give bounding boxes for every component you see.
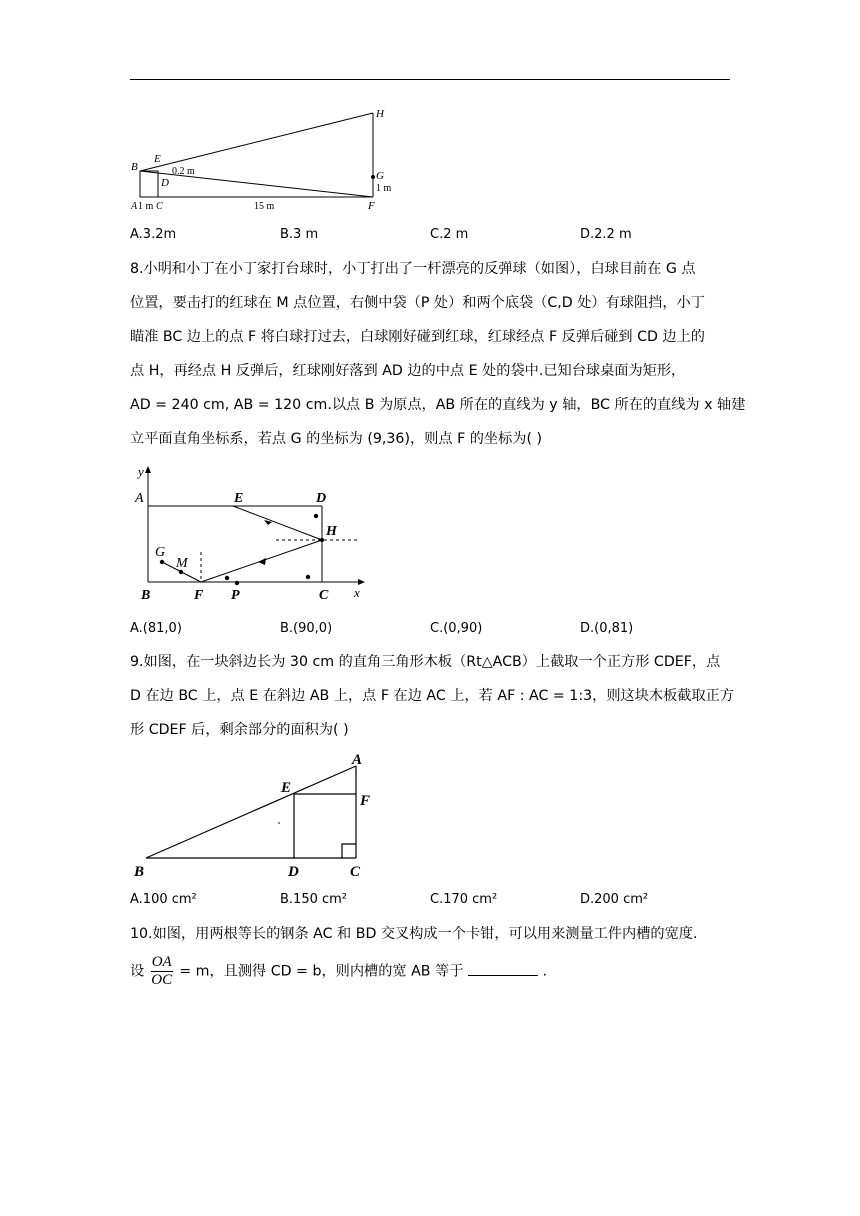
q8-label-H: H bbox=[326, 524, 337, 539]
q9-label-E: E bbox=[281, 780, 292, 796]
q9-option-c[interactable]: C.170 cm² bbox=[430, 892, 498, 907]
q8-option-c[interactable]: C.(0,90) bbox=[430, 621, 483, 636]
q10-line-1: 10.如图，用两根等长的钢条 AC 和 BD 交叉构成一个卡钳，可以用来测量工件内槽的宽度. bbox=[130, 926, 698, 942]
q8-option-a[interactable]: A.(81,0) bbox=[130, 621, 182, 636]
q8-figure bbox=[128, 462, 378, 604]
q9-label-F: F bbox=[360, 793, 371, 809]
q7-label-A: A bbox=[131, 201, 138, 212]
q8-label-C: C bbox=[319, 588, 329, 603]
q8-line-2: 位置，要击打的红球在 M 点位置，右侧中袋（P 处）和两个底袋（C,D 处）有球阻挡，小丁 bbox=[130, 295, 705, 311]
q10-line-2 bbox=[130, 954, 734, 989]
q8-line-6: 立平面直角坐标系，若点 G 的坐标为 (9,36)，则点 F 的坐标为( ) bbox=[130, 431, 543, 447]
q7-label-1m-left: 1 m bbox=[138, 201, 154, 212]
q8-label-M: M bbox=[176, 556, 188, 571]
q7-option-d[interactable]: D.2.2 m bbox=[580, 227, 632, 242]
q9-option-b[interactable]: B.150 cm² bbox=[280, 892, 348, 907]
q9-option-a[interactable]: A.100 cm² bbox=[130, 892, 197, 907]
q9-option-d[interactable]: D.200 cm² bbox=[580, 892, 649, 907]
q7-option-c[interactable]: C.2 m bbox=[430, 227, 469, 242]
q8-line-4: 点 H，再经点 H 反弹后，红球刚好落到 AD 边的中点 E 处的袋中.已知台球桌面为矩形， bbox=[130, 363, 686, 379]
q10-fraction-numerator: OA bbox=[151, 954, 172, 970]
q7-label-15m: 15 m bbox=[254, 201, 275, 212]
q7-label-F: F bbox=[368, 200, 375, 212]
q7-label-G: G bbox=[376, 170, 384, 182]
q9-label-A: A bbox=[352, 752, 363, 768]
q8-label-x: x bbox=[354, 585, 360, 600]
q10-fraction-denominator: OC bbox=[151, 972, 173, 988]
q10-line-2-middle: = m，且测得 CD = b，则内槽的宽 AB 等于 bbox=[179, 963, 464, 980]
q7-label-1m-right: 1 m bbox=[376, 183, 392, 194]
q10-line-2-prefix: 设 bbox=[130, 963, 145, 980]
header-rule bbox=[130, 79, 730, 80]
q9-figure bbox=[128, 748, 378, 884]
q7-label-E: E bbox=[154, 153, 161, 165]
q9-line-1: 9.如图，在一块斜边长为 30 cm 的直角三角形木板（Rt△ACB）上截取一个正方形 CDEF，点 bbox=[130, 654, 721, 670]
q9-label-C: C bbox=[350, 864, 361, 880]
q7-label-H: H bbox=[376, 108, 384, 120]
q9-label-B: B bbox=[134, 864, 145, 880]
q7-option-b[interactable]: B.3 m bbox=[280, 227, 319, 242]
q8-label-D: D bbox=[316, 491, 327, 506]
q8-label-B: B bbox=[141, 588, 151, 603]
q8-label-A: A bbox=[135, 491, 144, 506]
q7-option-a[interactable]: A.3.2m bbox=[130, 227, 177, 242]
q8-line-3: 瞄准 BC 边上的点 F 将白球打过去，白球刚好碰到红球，红球经点 F 反弹后碰到 CD 边上的 bbox=[130, 329, 705, 345]
q9-label-D: D bbox=[288, 864, 299, 880]
q10-question bbox=[130, 917, 734, 951]
q7-label-0.2m: 0.2 m bbox=[172, 166, 195, 177]
q8-option-b[interactable]: B.(90,0) bbox=[280, 621, 333, 636]
q9-line-2: D 在边 BC 上，点 E 在斜边 AB 上，点 F 在边 AC 上，若 AF : AC = 1:3，则这块木板截取正方 bbox=[130, 688, 735, 704]
q8-label-G: G bbox=[155, 545, 166, 560]
q9-question bbox=[130, 645, 734, 747]
q8-label-P: P bbox=[231, 588, 240, 603]
q10-fraction bbox=[151, 954, 173, 989]
q7-label-B: B bbox=[131, 161, 138, 173]
q10-line-2-end: . bbox=[542, 963, 547, 980]
q8-label-F: F bbox=[194, 588, 204, 603]
q10-answer-blank[interactable] bbox=[468, 961, 538, 976]
q8-line-5: AD = 240 cm, AB = 120 cm.以点 B 为原点，AB 所在的直线为 y 轴，BC 所在的直线为 x 轴建 bbox=[130, 397, 746, 413]
q9-line-3: 形 CDEF 后，剩余部分的面积为( ) bbox=[130, 722, 349, 738]
q8-line-1: 8.小明和小丁在小丁家打台球时，小丁打出了一杆漂亮的反弹球（如图），白球目前在 G 点 bbox=[130, 261, 696, 277]
q8-label-y: y bbox=[138, 464, 144, 479]
q8-option-d[interactable]: D.(0,81) bbox=[580, 621, 634, 636]
q7-label-D: D bbox=[161, 177, 169, 189]
q8-label-E: E bbox=[234, 491, 244, 506]
q7-label-C: C bbox=[156, 201, 163, 212]
q7-figure bbox=[128, 100, 398, 215]
q8-question bbox=[130, 252, 746, 456]
